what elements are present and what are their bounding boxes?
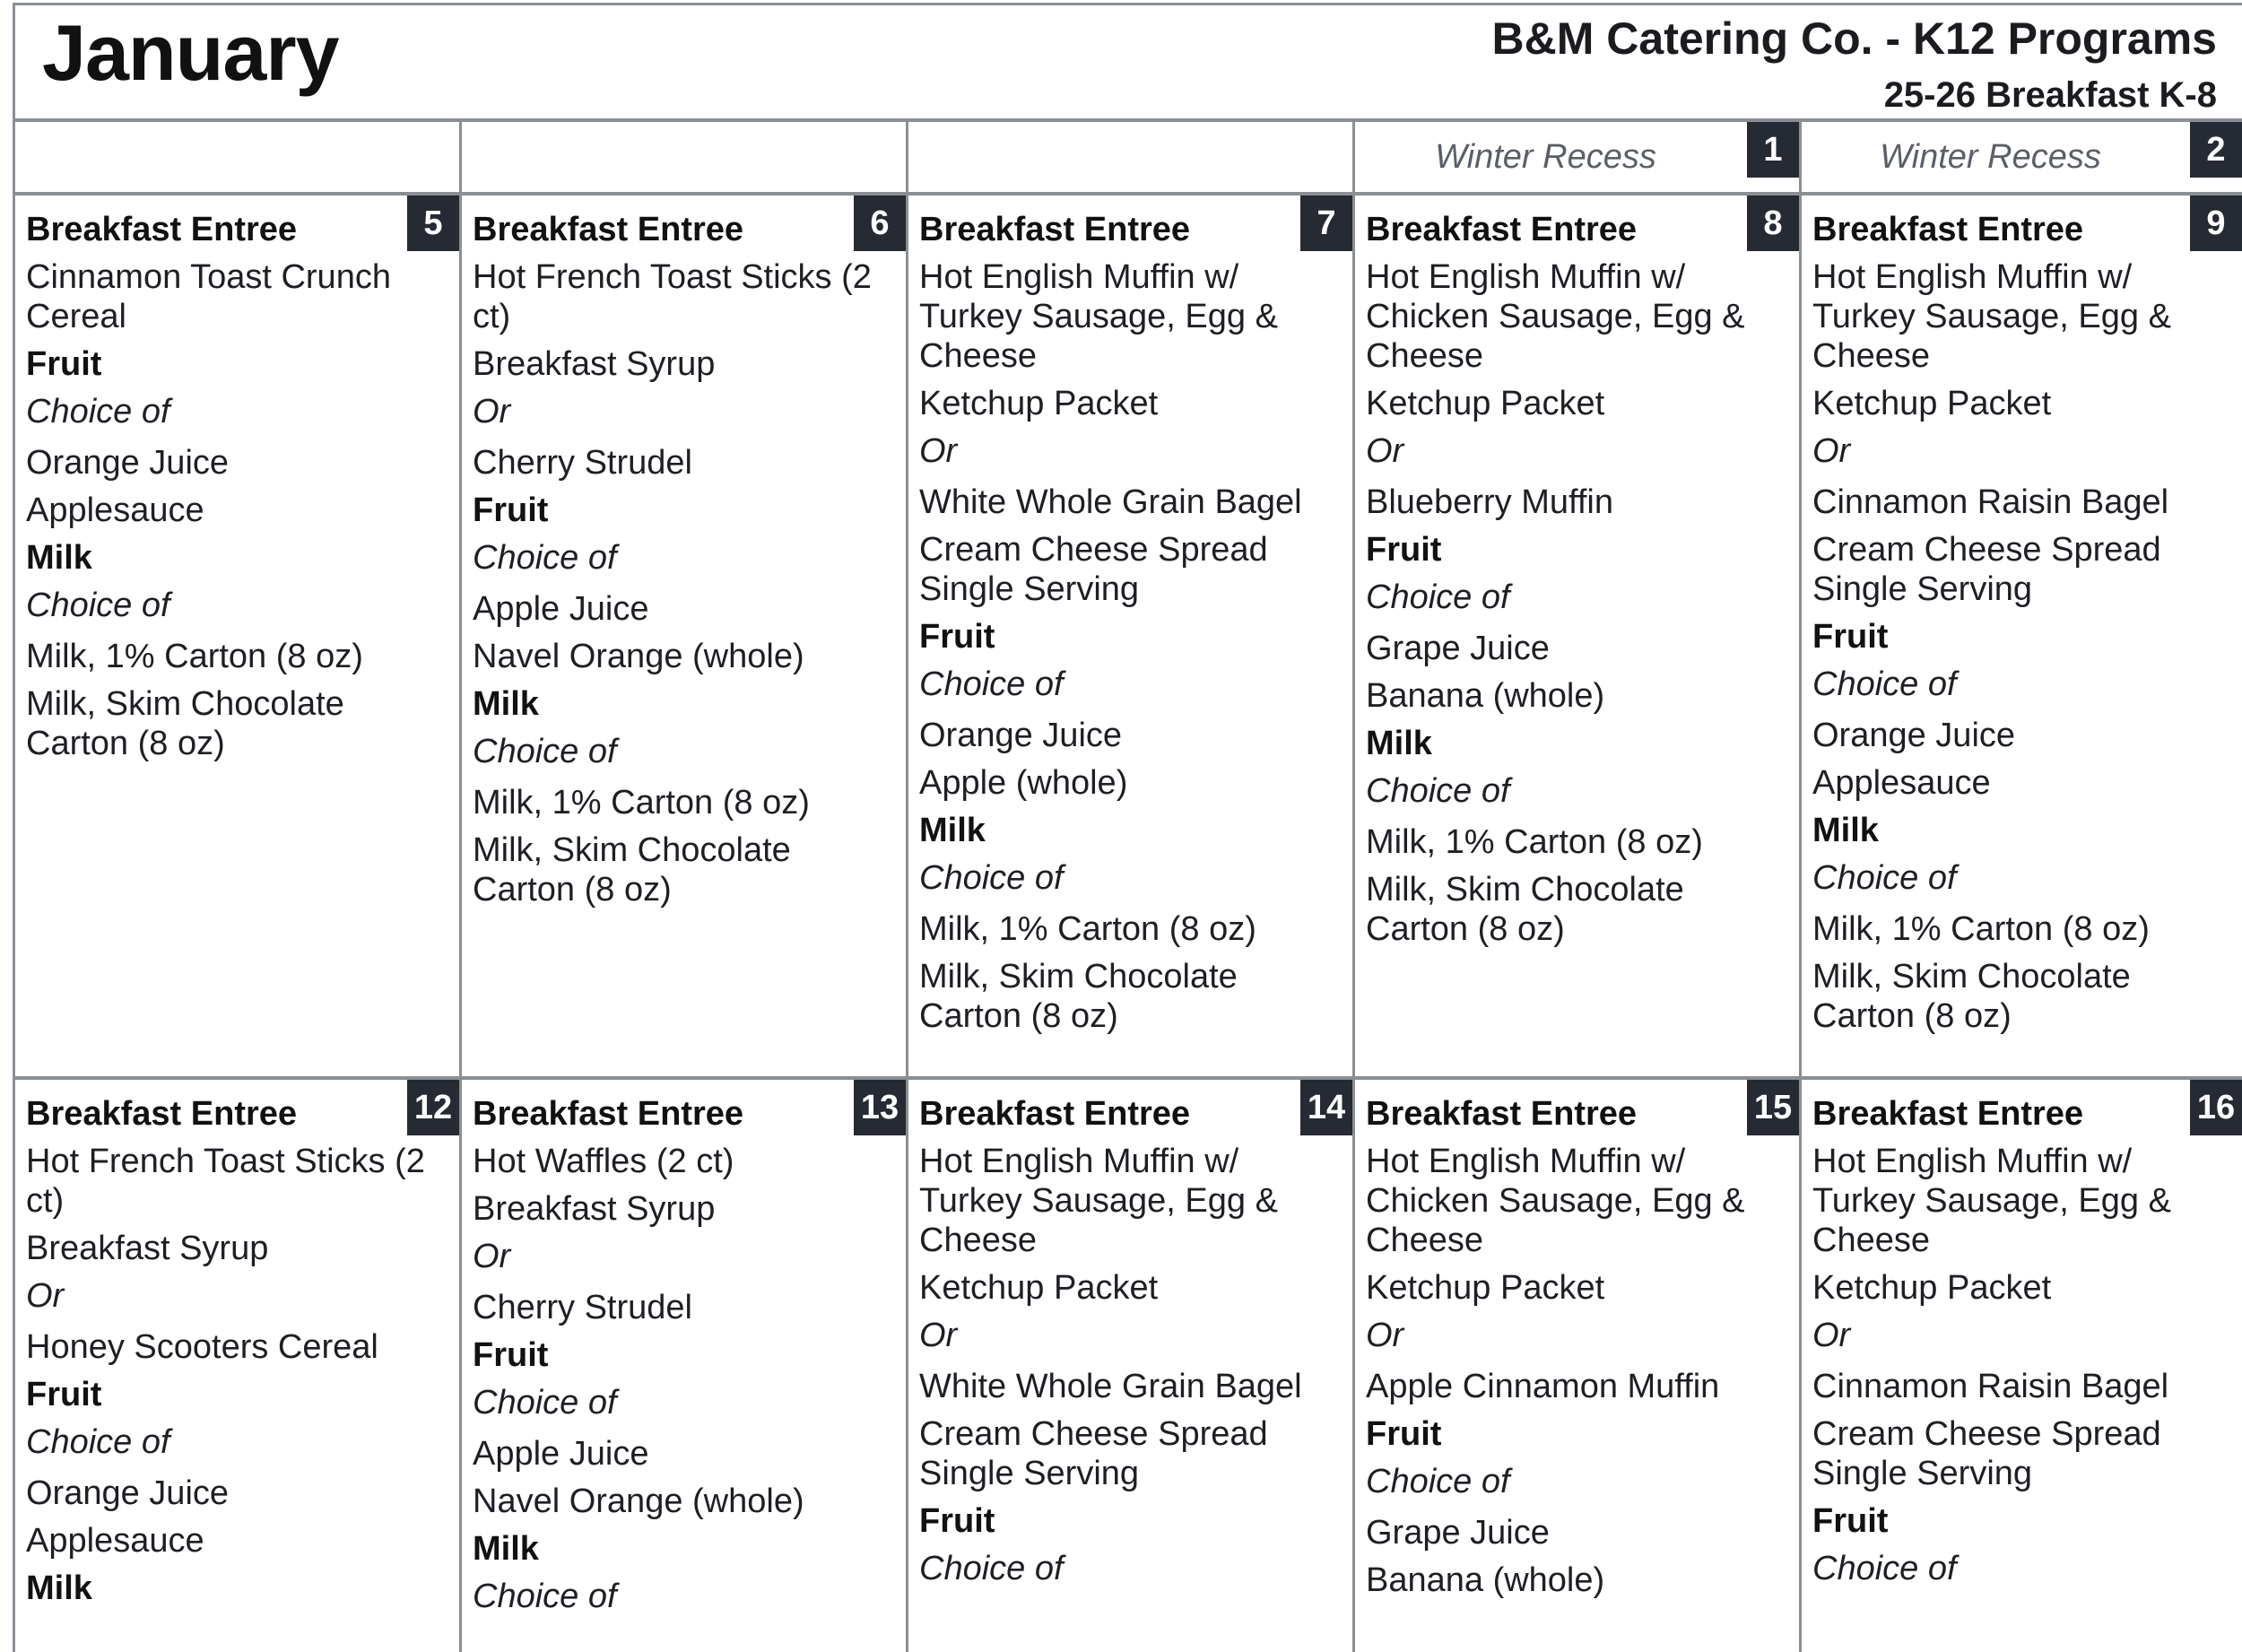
day-cell	[459, 192, 906, 1076]
menu-item: Cream Cheese Spread Single Serving	[1812, 531, 2161, 608]
menu-item: Cream Cheese Spread Single Serving	[919, 531, 1268, 608]
menu-item: Navel Orange (whole)	[473, 1482, 804, 1520]
day-note: Winter Recess	[1435, 138, 1656, 176]
menu-item: Breakfast Syrup	[26, 1230, 269, 1267]
menu-item: Hot English Muffin w/ Chicken Sausage, Egg & Cheese	[1366, 258, 1745, 375]
menu-item: Navel Orange (whole)	[473, 638, 804, 675]
day-number: 12	[407, 1080, 459, 1135]
day-cell	[459, 118, 906, 192]
menu-item: Milk, Skim Chocolate Carton (8 oz)	[1812, 958, 2131, 1035]
menu-item: Ketchup Packet	[1812, 1269, 2052, 1307]
day-number: 1	[1747, 122, 1799, 178]
menu-item: Orange Juice	[1812, 717, 2016, 754]
menu-item-list	[473, 210, 902, 917]
menu-item: Milk, Skim Chocolate Carton (8 oz)	[26, 685, 344, 762]
menu-item-list	[26, 210, 456, 771]
calendar-header	[13, 3, 2242, 118]
day-number: 14	[1300, 1080, 1352, 1135]
menu-category-heading: Breakfast Entree	[26, 1095, 298, 1133]
menu-item-list	[919, 210, 1349, 1044]
menu-category-heading: Breakfast Entree	[1366, 211, 1638, 248]
menu-item: Milk, 1% Carton (8 oz)	[1812, 910, 2150, 948]
day-cell	[1799, 1076, 2242, 1652]
day-number: 8	[1747, 196, 1799, 251]
menu-item: Banana (whole)	[1366, 677, 1605, 715]
menu-item: Applesauce	[26, 491, 204, 529]
menu-choice-note: Choice of	[473, 1384, 617, 1422]
menu-item: Breakfast Syrup	[473, 1190, 716, 1228]
menu-choice-note: Choice of	[919, 1550, 1064, 1587]
menu-item: White Whole Grain Bagel	[919, 483, 1302, 521]
menu-item: Orange Juice	[919, 717, 1123, 754]
menu-item: Ketchup Packet	[1366, 1269, 1605, 1307]
menu-item: Apple Cinnamon Muffin	[1366, 1368, 1720, 1405]
menu-category-heading: Milk	[1366, 725, 1432, 762]
menu-choice-note: Choice of	[1812, 1550, 1957, 1587]
menu-item: Milk, Skim Chocolate Carton (8 oz)	[473, 831, 791, 909]
calendar-grid	[13, 118, 2242, 1652]
day-cell	[13, 192, 459, 1076]
menu-item: Grape Juice	[1366, 1514, 1550, 1552]
day-cell	[906, 1076, 1352, 1652]
menu-item: Cinnamon Raisin Bagel	[1812, 483, 2169, 521]
menu-category-heading: Milk	[26, 539, 92, 577]
menu-item-list	[1366, 1094, 1795, 1608]
menu-item: Hot English Muffin w/ Turkey Sausage, Egg & Cheese	[1812, 258, 2171, 375]
menu-item: Milk, 1% Carton (8 oz)	[1366, 823, 1703, 861]
menu-item: Milk, 1% Carton (8 oz)	[26, 638, 363, 675]
menu-item: Orange Juice	[26, 444, 230, 482]
menu-category-heading: Fruit	[26, 1376, 102, 1413]
menu-category-heading: Fruit	[473, 1336, 549, 1374]
menu-choice-note: Choice of	[26, 1423, 170, 1461]
menu-choice-note: Choice of	[26, 393, 170, 430]
menu-item: Hot English Muffin w/ Turkey Sausage, Egg & Cheese	[919, 1143, 1278, 1259]
menu-item: Applesauce	[26, 1522, 204, 1560]
menu-choice-note: Or	[473, 393, 511, 430]
menu-item: Apple Juice	[473, 1435, 649, 1473]
day-cell	[906, 118, 1352, 192]
menu-item: Hot English Muffin w/ Chicken Sausage, Egg & Cheese	[1366, 1143, 1745, 1259]
menu-item: Hot French Toast Sticks (2 ct)	[473, 258, 872, 335]
day-number: 2	[2190, 122, 2242, 178]
menu-choice-note: Choice of	[919, 859, 1064, 897]
day-cell	[13, 118, 459, 192]
day-cell	[906, 192, 1352, 1076]
menu-choice-note: Choice of	[473, 539, 617, 577]
menu-choice-note: Choice of	[919, 665, 1064, 703]
menu-choice-note: Or	[26, 1277, 65, 1315]
day-number: 16	[2190, 1080, 2242, 1135]
day-number: 9	[2190, 196, 2242, 251]
menu-category-heading: Fruit	[1812, 1502, 1889, 1540]
menu-category-heading: Fruit	[1812, 618, 1889, 656]
menu-category-heading: Fruit	[26, 345, 102, 383]
day-cell	[1799, 192, 2242, 1076]
menu-choice-note: Or	[1812, 1317, 1851, 1354]
menu-item: Hot Waffles (2 ct)	[473, 1143, 734, 1180]
menu-item: White Whole Grain Bagel	[919, 1368, 1302, 1405]
menu-category-heading: Milk	[473, 685, 539, 723]
menu-item-list	[1812, 1094, 2238, 1600]
day-cell	[459, 1076, 906, 1652]
menu-category-heading: Fruit	[919, 618, 995, 656]
menu-item: Cream Cheese Spread Single Serving	[1812, 1415, 2161, 1492]
menu-item: Cream Cheese Spread Single Serving	[919, 1415, 1268, 1492]
menu-item: Applesauce	[1812, 764, 1991, 802]
menu-item: Ketchup Packet	[919, 385, 1159, 422]
menu-category-heading: Milk	[1812, 812, 1879, 849]
menu-item: Milk, Skim Chocolate Carton (8 oz)	[1366, 871, 1684, 948]
menu-item-list	[919, 1094, 1349, 1600]
day-number: 6	[854, 196, 906, 251]
day-note: Winter Recess	[1880, 138, 2101, 176]
menu-choice-note: Choice of	[1366, 1463, 1510, 1500]
menu-category-heading: Fruit	[919, 1502, 995, 1540]
menu-item: Apple (whole)	[919, 764, 1128, 802]
menu-category-heading: Milk	[473, 1530, 539, 1568]
menu-item: Cinnamon Raisin Bagel	[1812, 1368, 2169, 1405]
month-title: January	[42, 8, 339, 97]
menu-category-heading: Breakfast Entree	[919, 211, 1191, 248]
menu-item: Milk, 1% Carton (8 oz)	[919, 910, 1256, 948]
menu-choice-note: Or	[473, 1238, 511, 1275]
day-number: 13	[854, 1080, 906, 1135]
menu-choice-note: Or	[1366, 1317, 1404, 1354]
menu-item: Milk, 1% Carton (8 oz)	[473, 784, 810, 822]
menu-item: Grape Juice	[1366, 630, 1550, 667]
menu-choice-note: Choice of	[1366, 772, 1510, 810]
menu-category-heading: Fruit	[473, 491, 549, 529]
menu-category-heading: Breakfast Entree	[473, 211, 744, 248]
menu-category-heading: Milk	[919, 812, 986, 849]
menu-choice-note: Choice of	[1812, 665, 1957, 703]
menu-item-list	[1812, 210, 2238, 1044]
day-cell	[1352, 192, 1799, 1076]
menu-item-list	[1366, 210, 1795, 957]
day-cell	[1352, 118, 1799, 192]
menu-item: Hot English Muffin w/ Turkey Sausage, Egg & Cheese	[919, 258, 1278, 375]
menu-item: Banana (whole)	[1366, 1561, 1605, 1599]
day-number: 5	[407, 196, 459, 251]
menu-item: Ketchup Packet	[919, 1269, 1159, 1307]
menu-item: Hot English Muffin w/ Turkey Sausage, Egg & Cheese	[1812, 1143, 2171, 1259]
menu-category-heading: Breakfast Entree	[1812, 1095, 2084, 1133]
menu-item: Apple Juice	[473, 590, 649, 628]
menu-item: Hot French Toast Sticks (2 ct)	[26, 1143, 425, 1220]
menu-choice-note: Choice of	[26, 587, 170, 624]
day-cell	[1352, 1076, 1799, 1652]
menu-category-heading: Breakfast Entree	[1366, 1095, 1638, 1133]
menu-category-heading: Milk	[26, 1569, 92, 1607]
menu-category-heading: Breakfast Entree	[473, 1095, 744, 1133]
menu-category-heading: Breakfast Entree	[26, 211, 298, 248]
menu-item: Blueberry Muffin	[1366, 483, 1613, 521]
menu-choice-note: Choice of	[1812, 859, 1957, 897]
menu-item-list	[26, 1094, 456, 1616]
menu-choice-note: Choice of	[473, 733, 617, 770]
menu-choice-note: Or	[1366, 432, 1404, 470]
menu-item: Orange Juice	[26, 1474, 230, 1512]
day-cell	[13, 1076, 459, 1652]
day-cell	[1799, 118, 2242, 192]
company-name: B&M Catering Co. - K12 Programs	[1491, 13, 2217, 64]
day-number: 15	[1747, 1080, 1799, 1135]
menu-item: Breakfast Syrup	[473, 345, 716, 383]
menu-item: Cherry Strudel	[473, 444, 692, 482]
menu-category-heading: Breakfast Entree	[1812, 211, 2084, 248]
menu-category-heading: Fruit	[1366, 531, 1442, 569]
menu-item: Milk, Skim Chocolate Carton (8 oz)	[919, 958, 1238, 1035]
menu-choice-note: Or	[919, 1317, 958, 1354]
menu-category-heading: Breakfast Entree	[919, 1095, 1191, 1133]
menu-choice-note: Choice of	[1366, 578, 1510, 616]
menu-item: Ketchup Packet	[1366, 385, 1605, 422]
menu-choice-note: Or	[919, 432, 958, 470]
menu-category-heading: Fruit	[1366, 1415, 1442, 1453]
menu-choice-note: Choice of	[473, 1578, 617, 1615]
menu-item: Honey Scooters Cereal	[26, 1328, 378, 1366]
menu-choice-note: Or	[1812, 432, 1851, 470]
menu-item-list	[473, 1094, 902, 1628]
day-number: 7	[1300, 196, 1352, 251]
menu-item: Cinnamon Toast Crunch Cereal	[26, 258, 391, 335]
menu-item: Ketchup Packet	[1812, 385, 2052, 422]
menu-item: Cherry Strudel	[473, 1289, 692, 1326]
program-name: 25-26 Breakfast K-8	[1883, 75, 2217, 115]
